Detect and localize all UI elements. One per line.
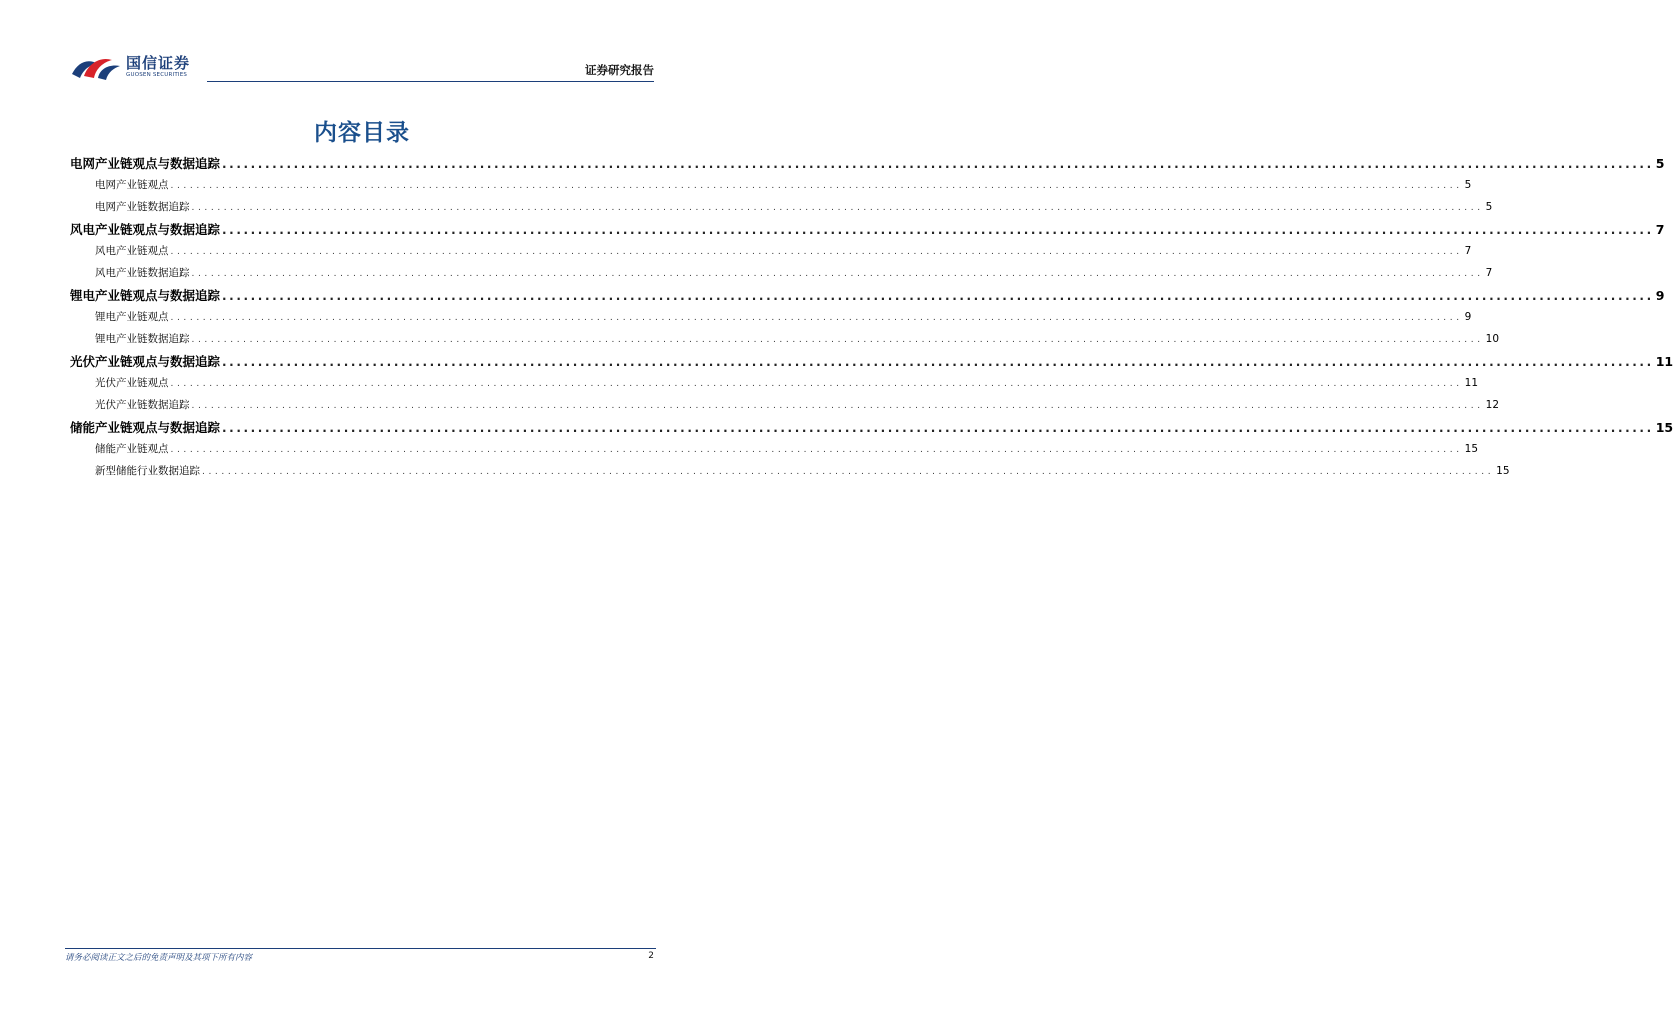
toc-entry-page: 11	[1464, 377, 1479, 389]
toc-subsection-entry[interactable]	[70, 263, 1493, 285]
toc-section-entry[interactable]	[70, 285, 1665, 307]
toc-entry-label: 电网产业链观点	[95, 179, 169, 191]
company-logo	[70, 50, 205, 84]
toc-dot-leader: ........................................................................................................................................................................................................	[170, 313, 1463, 323]
toc-entry-label: 风电产业链数据追踪	[95, 266, 190, 279]
toc-dot-leader: ........................................................................................................................................................................................................	[222, 421, 1654, 435]
toc-entry-label: 电网产业链数据追踪	[95, 200, 190, 213]
toc-entry-page: 7	[1485, 266, 1493, 279]
toc-subsection-entry[interactable]	[70, 307, 1472, 329]
toc-dot-leader: ........................................................................................................................................................................................................	[191, 334, 1484, 345]
guosen-logo-icon	[70, 52, 122, 82]
toc-dot-leader: ........................................................................................................................................................................................................	[222, 157, 1654, 171]
toc-entry-label: 锂电产业链观点	[95, 311, 169, 323]
toc-subsection-entry[interactable]	[70, 197, 1493, 219]
toc-subsection-entry[interactable]	[70, 175, 1472, 197]
page-header	[0, 0, 724, 90]
toc-section-entry[interactable]	[70, 153, 1665, 175]
toc-entry-page: 9	[1655, 288, 1665, 303]
header-divider	[207, 81, 654, 82]
toc-entry-label: 储能产业链观点与数据追踪	[70, 420, 221, 435]
toc-entry-label: 光伏产业链观点与数据追踪	[70, 354, 221, 369]
toc-entry-page: 5	[1485, 200, 1493, 213]
toc-entry-label: 光伏产业链观点	[95, 377, 169, 389]
toc-subsection-entry[interactable]	[70, 329, 1500, 351]
toc-entry-page: 10	[1485, 332, 1500, 345]
toc-entry-label: 电网产业链观点与数据追踪	[70, 156, 221, 171]
toc-subsection-entry[interactable]	[70, 461, 1510, 483]
toc-entry-page: 11	[1655, 354, 1673, 369]
toc-dot-leader: ........................................................................................................................................................................................................	[191, 268, 1484, 279]
toc-subsection-entry[interactable]	[70, 373, 1479, 395]
toc-entry-page: 5	[1655, 156, 1665, 171]
toc-entry-label: 锂电产业链观点与数据追踪	[70, 288, 221, 303]
toc-title: 内容目录	[314, 120, 410, 146]
toc-entry-page: 7	[1464, 245, 1472, 257]
toc-dot-leader: ........................................................................................................................................................................................................	[191, 202, 1484, 213]
footer-divider	[65, 948, 656, 949]
toc-entry-label: 风电产业链观点与数据追踪	[70, 222, 221, 237]
toc-entry-label: 光伏产业链数据追踪	[95, 398, 190, 411]
toc-subsection-entry[interactable]	[70, 241, 1472, 263]
toc-dot-leader: ........................................................................................................................................................................................................	[170, 379, 1463, 389]
footer-disclaimer: 请务必阅读正文之后的免责声明及其项下所有内容	[65, 953, 253, 963]
toc-section-entry[interactable]	[70, 219, 1665, 241]
toc-entry-page: 12	[1485, 398, 1500, 411]
logo-english-name: GUOSEN SECURITIES	[126, 72, 188, 78]
toc-entry-page: 5	[1464, 179, 1472, 191]
toc-dot-leader: ........................................................................................................................................................................................................	[170, 445, 1463, 455]
toc-dot-leader: ........................................................................................................................................................................................................	[222, 289, 1654, 303]
toc-dot-leader: ........................................................................................................................................................................................................	[191, 400, 1484, 411]
toc-dot-leader: ........................................................................................................................................................................................................	[202, 466, 1495, 477]
toc-dot-leader: ........................................................................................................................................................................................................	[222, 355, 1654, 369]
toc-subsection-entry[interactable]	[70, 439, 1479, 461]
toc-entry-page: 7	[1655, 222, 1665, 237]
toc-entry-page: 15	[1464, 443, 1479, 455]
toc-dot-leader: ........................................................................................................................................................................................................	[222, 223, 1654, 237]
logo-chinese-name: 国信证券	[126, 54, 191, 72]
toc-subsection-entry[interactable]	[70, 395, 1500, 417]
report-type-label: 证券研究报告	[585, 63, 654, 77]
table-of-contents	[70, 152, 1673, 482]
page-number: 2	[648, 951, 654, 961]
toc-dot-leader: ........................................................................................................................................................................................................	[170, 247, 1463, 257]
toc-entry-page: 15	[1496, 464, 1510, 477]
toc-section-entry[interactable]	[70, 417, 1673, 439]
toc-entry-page: 15	[1655, 420, 1673, 435]
toc-section-entry[interactable]	[70, 351, 1673, 373]
toc-dot-leader: ........................................................................................................................................................................................................	[170, 181, 1463, 191]
toc-entry-label: 新型储能行业数据追踪	[95, 464, 200, 477]
toc-entry-label: 风电产业链观点	[95, 245, 169, 257]
toc-entry-label: 储能产业链观点	[95, 443, 169, 455]
toc-entry-page: 9	[1464, 311, 1472, 323]
toc-entry-label: 锂电产业链数据追踪	[95, 332, 190, 345]
